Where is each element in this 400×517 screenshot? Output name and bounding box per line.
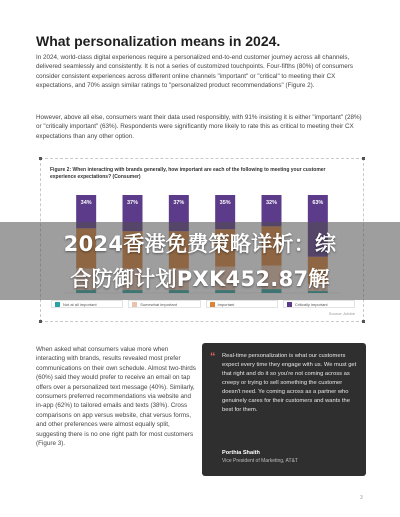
quote-card [202,343,366,476]
bar-data-label-1: 34% [80,200,92,206]
quote-mark-icon: “ [210,351,216,363]
legend-swatch [210,302,215,307]
quote-author-role: Vice President of Marketing, AT&T [222,458,298,464]
bar-data-label-3: 37% [173,200,185,206]
quote-author: Porthia Shaith [222,450,260,456]
figure-caption: Figure 2: When interacting with brands generally, how important are each of the following to meeting your customer experience expectations? (Consumer) [50,167,326,180]
banner-headline-line-1: 2024香港免费策略详析：综 [63,232,337,256]
chart-legend [51,300,355,310]
legend-label: Not at all important [63,301,97,307]
legend-swatch [132,302,137,307]
legend-swatch [55,302,60,307]
bar-data-label-4: 35% [219,200,231,206]
legend-label: Important [217,301,235,307]
bar-data-label-6: 63% [312,200,324,206]
legend-item-4 [283,300,355,308]
intro-paragraph: In 2024, world-class digital experiences require a personalized end-to-end customer journey across all channels, delivered seamlessly and consistently. It is not a series of customized touchpoints. Four-fifths (80%) of consumers consider consistent experiences across different online channels "important" or "critical" to meeting their CX expectations, and 70% assign similar ratings to "personalized product recommendations" (Figure 2). [36,54,353,90]
legend-swatch [287,302,292,307]
data-usage-paragraph: However, above all else, consumers want their data used responsibly, with 91% insisting it is either "important" (28%) or "critically important" (63%). Respondents were significantly more likely to rate this as critical to meeting their CX expectations than any other option. [36,114,362,140]
bar-data-label-5: 32% [265,200,278,206]
page-title: What personalization means in 2024. [36,33,281,49]
legend-label: Critically important [294,301,328,307]
preferences-paragraph: When asked what consumers value more when interacting with brands, results revealed most prefer communications on their own schedule. Almost two-thirds (60%) said they would prefer to receive an email on tap offers over a personalized text message (40%). Similarly, consumers preferred recommendations via website and in-app (62%) to tailored emails and texts (38%). Cross comparisons on app versus website, chat versus forms, and other preferences were almost equally split, suggesting there is no one right path for most customers (Figure 3). [36,346,196,448]
page-number: 3 [360,495,363,501]
legend-label: Somewhat important [140,301,177,307]
legend-item-3 [206,300,278,308]
legend-item-2 [128,300,200,308]
figure-source: Source: Adobe [328,311,355,316]
banner-headline-line-2: 合防御计划PXK452.87解 [70,267,330,291]
legend-item-1 [51,300,123,308]
bar-data-label-2: 37% [126,200,139,206]
quote-text: Real-time personalization is what our customers expect every time they engage with us. We must get that right and do it so you're not coming across as creepy or trying to sell something the customer doesn't need. Ye coming across as a partner who genuinely cares for their customers and wants the best for them. [222,353,357,413]
